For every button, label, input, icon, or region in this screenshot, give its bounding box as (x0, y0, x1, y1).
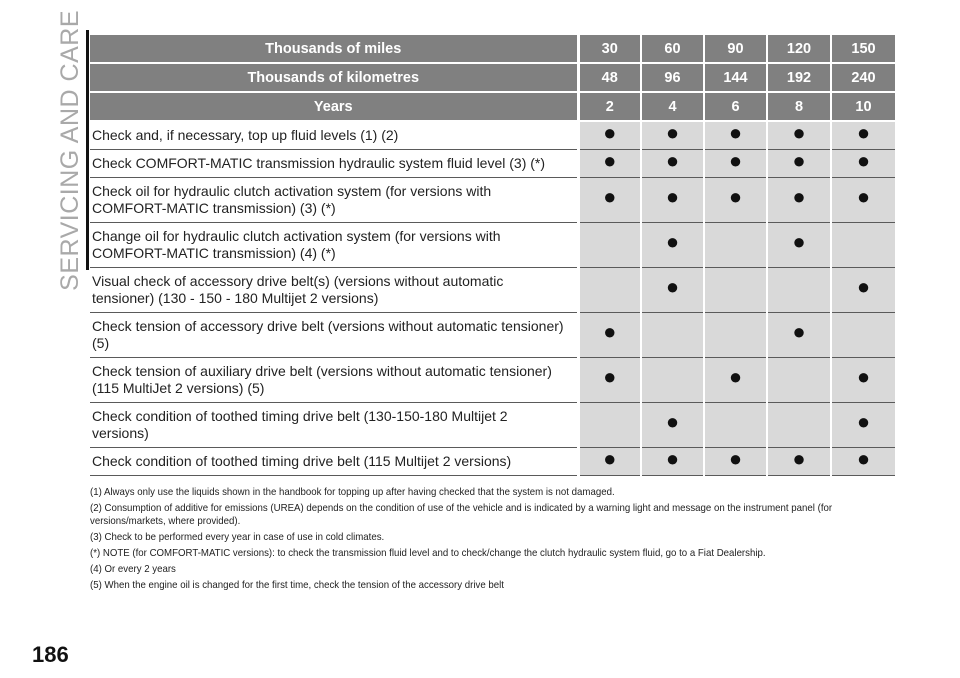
header-interval-value: 150 (831, 35, 895, 63)
header-label: Years (90, 92, 578, 121)
interval-cell (767, 121, 831, 150)
header-row (90, 63, 895, 92)
header-interval-value: 96 (641, 63, 704, 92)
interval-cell (831, 445, 895, 476)
interval-cell (767, 223, 831, 268)
table-row (90, 150, 895, 178)
interval-cell (831, 121, 895, 150)
header-interval-value: 240 (831, 63, 895, 92)
header-interval-value: 10 (831, 92, 895, 121)
check-dot-icon: ● (856, 364, 871, 389)
interval-cell (831, 313, 895, 358)
table-row (90, 121, 895, 150)
check-dot-icon: ● (792, 229, 806, 254)
interval-cell (767, 313, 831, 358)
footnote: (*) NOTE (for COMFORT-MATIC versions): to check the transmission fluid level and to check/change the clutch hydraulic system fluid, go to a Fiat Dealership. (90, 547, 766, 559)
footnote: (2) Consumption of additive for emissions (UREA) depends on the condition of use of the vehicle and is indicated by a warning light and message on the instrument panel (for versions/markets, where provided). (90, 502, 833, 527)
check-dot-icon: ● (665, 274, 680, 299)
interval-cell (831, 223, 895, 268)
section-divider (86, 30, 89, 270)
check-dot-icon: ● (603, 119, 617, 145)
operation-description: Visual check of accessory drive belt(s) (versions without automatic tensioner) (130 - 150 - 180 Multijet 2 versions) (90, 268, 578, 313)
operation-description: Check tension of accessory drive belt (versions without automatic tensioner) (5) (90, 313, 578, 358)
header-interval-value: 192 (767, 63, 831, 92)
check-dot-icon: ● (792, 119, 806, 145)
interval-cell (704, 358, 767, 403)
header-interval-value: 90 (704, 35, 767, 63)
interval-cell (704, 178, 767, 223)
interval-cell (831, 358, 895, 403)
header-interval-value: 2 (578, 92, 641, 121)
check-dot-icon: ● (728, 184, 743, 209)
header-label: Thousands of kilometres (90, 63, 578, 92)
interval-cell (704, 313, 767, 358)
interval-cell (704, 403, 767, 448)
header-interval-value: 8 (767, 92, 831, 121)
interval-cell (641, 445, 704, 476)
check-dot-icon: ● (728, 445, 743, 471)
interval-cell (704, 121, 767, 150)
section-title-text: SERVICING AND CARE (55, 9, 84, 291)
interval-cell (831, 178, 895, 223)
check-dot-icon: ● (792, 445, 806, 471)
check-dot-icon: ● (603, 184, 617, 209)
operation-description: Check condition of toothed timing drive belt (115 Multijet 2 versions) (90, 448, 578, 476)
interval-cell (578, 223, 641, 268)
check-dot-icon: ● (856, 184, 871, 209)
check-dot-icon: ● (856, 409, 871, 434)
table-row (90, 313, 895, 358)
interval-cell (767, 147, 831, 178)
interval-cell (831, 403, 895, 448)
operation-description: Check and, if necessary, top up fluid levels (1) (2) (90, 121, 578, 150)
table-row (90, 268, 895, 313)
table-row (90, 223, 895, 268)
interval-cell (704, 223, 767, 268)
interval-cell (578, 178, 641, 223)
interval-cell (578, 403, 641, 448)
check-dot-icon: ● (603, 364, 617, 389)
check-dot-icon: ● (665, 119, 680, 145)
check-dot-icon: ● (603, 147, 617, 173)
check-dot-icon: ● (856, 445, 871, 471)
check-dot-icon: ● (665, 409, 680, 434)
interval-cell (641, 313, 704, 358)
interval-cell (704, 268, 767, 313)
footnote: (5) When the engine oil is changed for the first time, check the tension of the accessory drive belt (90, 579, 504, 591)
operation-description: Check COMFORT-MATIC transmission hydraulic system fluid level (3) (*) (90, 150, 578, 178)
check-dot-icon: ● (856, 147, 871, 173)
interval-cell (578, 358, 641, 403)
operation-description: Check condition of toothed timing drive belt (130-150-180 Multijet 2 versions) (90, 403, 578, 448)
header-row (90, 35, 895, 63)
check-dot-icon: ● (603, 319, 617, 344)
table-row (90, 448, 895, 476)
footnote: (1) Always only use the liquids shown in the handbook for topping up after having checked that the system is not damaged. (90, 486, 615, 498)
interval-cell (704, 147, 767, 178)
interval-cell (641, 268, 704, 313)
section-title (50, 9, 90, 291)
interval-cell (578, 313, 641, 358)
check-dot-icon: ● (856, 119, 871, 145)
header-interval-value: 48 (578, 63, 641, 92)
header-interval-value: 6 (704, 92, 767, 121)
table-row (90, 358, 895, 403)
table-row (90, 178, 895, 223)
interval-cell (767, 403, 831, 448)
header-interval-value: 120 (767, 35, 831, 63)
header-interval-value: 144 (704, 63, 767, 92)
interval-cell (641, 223, 704, 268)
operation-description: Check oil for hydraulic clutch activation system (for versions with COMFORT-MATIC transmission) (3) (*) (90, 178, 578, 223)
operation-description: Check tension of auxiliary drive belt (versions without automatic tensioner) (115 MultiJet 2 versions) (5) (90, 358, 578, 403)
interval-cell (831, 268, 895, 313)
interval-cell (578, 121, 641, 150)
check-dot-icon: ● (665, 229, 680, 254)
interval-cell (641, 358, 704, 403)
check-dot-icon: ● (728, 147, 743, 173)
header-label: Thousands of miles (90, 35, 578, 63)
interval-cell (578, 445, 641, 476)
interval-cell (767, 445, 831, 476)
check-dot-icon: ● (792, 184, 806, 209)
interval-cell (767, 358, 831, 403)
footnote: (4) Or every 2 years (90, 563, 176, 575)
check-dot-icon: ● (792, 319, 806, 344)
check-dot-icon: ● (665, 147, 680, 173)
header-interval-value: 30 (578, 35, 641, 63)
interval-cell (578, 268, 641, 313)
check-dot-icon: ● (665, 184, 680, 209)
header-interval-value: 60 (641, 35, 704, 63)
footnotes (90, 486, 900, 595)
interval-cell (767, 178, 831, 223)
interval-cell (831, 147, 895, 178)
check-dot-icon: ● (728, 119, 743, 145)
interval-cell (641, 147, 704, 178)
interval-cell (641, 403, 704, 448)
table-row (90, 403, 895, 448)
check-dot-icon: ● (665, 445, 680, 471)
check-dot-icon: ● (728, 364, 743, 389)
header-row (90, 92, 895, 121)
check-dot-icon: ● (856, 274, 871, 299)
footnote: (3) Check to be performed every year in case of use in cold climates. (90, 531, 385, 543)
interval-cell (641, 121, 704, 150)
check-dot-icon: ● (603, 445, 617, 471)
interval-cell (641, 178, 704, 223)
page-number: 186 (32, 642, 69, 667)
maintenance-schedule-table (90, 35, 895, 476)
interval-cell (767, 268, 831, 313)
interval-cell (578, 147, 641, 178)
header-interval-value: 4 (641, 92, 704, 121)
interval-cell (704, 445, 767, 476)
operation-description: Change oil for hydraulic clutch activation system (for versions with COMFORT-MATIC transmission) (4) (*) (90, 223, 578, 268)
check-dot-icon: ● (792, 147, 806, 173)
